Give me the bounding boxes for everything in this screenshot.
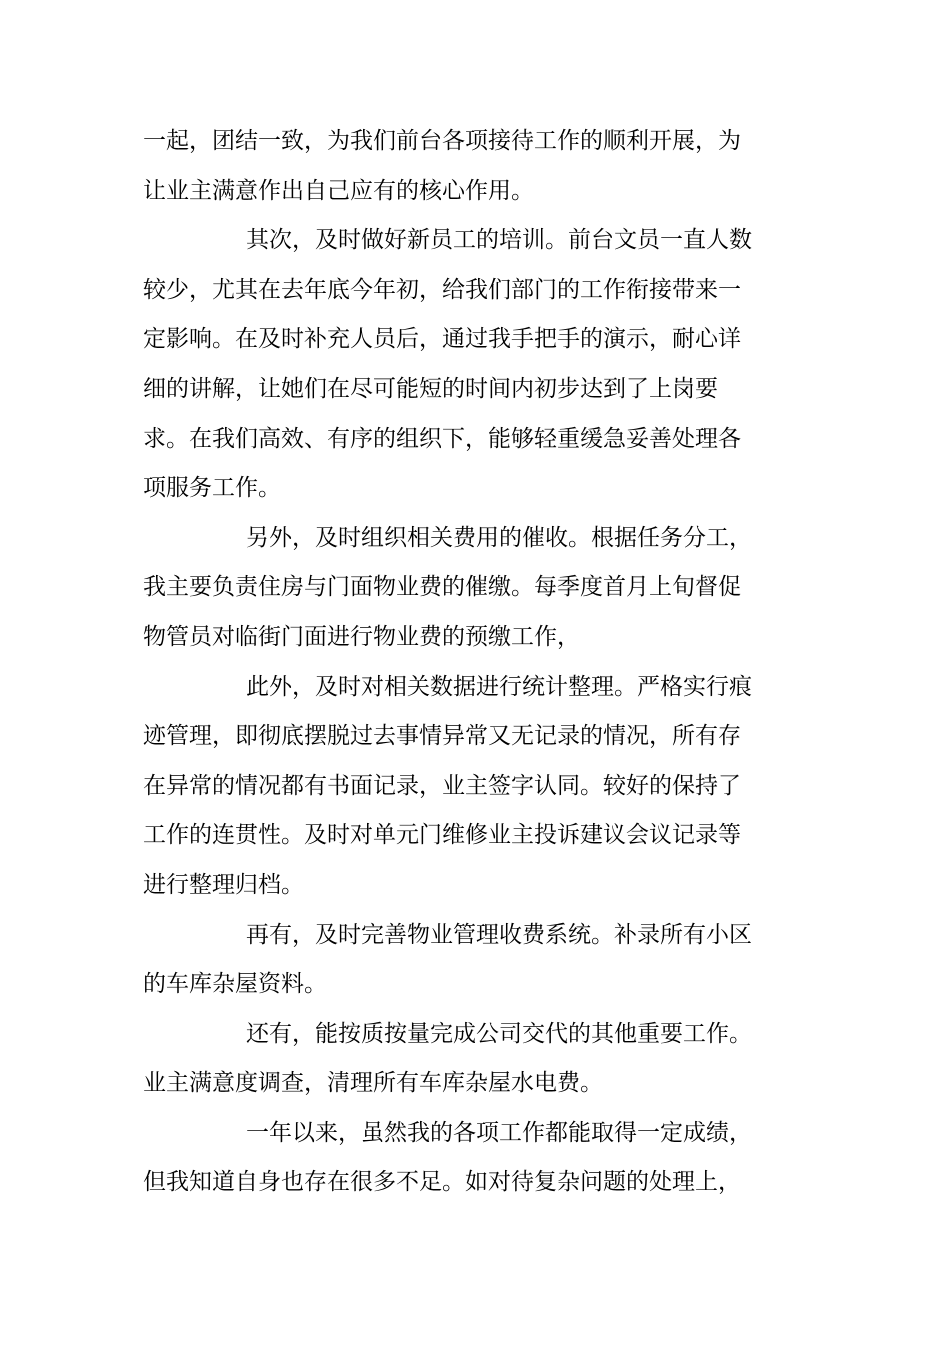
paragraph-other-work bbox=[143, 1010, 753, 1109]
text-line: 一起，团结一致，为我们前台各项接待工作的顺利开展，为 bbox=[143, 128, 741, 154]
text-line: 在异常的情况都有书面记录，业主签字认同。较好的保持了 bbox=[143, 772, 741, 799]
text-line: 另外，及时组织相关费用的催收。根据任务分工， bbox=[246, 524, 752, 551]
paragraph-data-statistics bbox=[143, 663, 753, 911]
paragraph-training bbox=[143, 216, 753, 514]
text-line: 让业主满意作出自己应有的核心作用。 bbox=[143, 177, 534, 204]
text-line: 其次，及时做好新员工的培训。前台文员一直人数 bbox=[246, 227, 752, 254]
text-line: 物管员对临街门面进行物业费的预缴工作， bbox=[143, 623, 580, 650]
text-line: 再有，及时完善物业管理收费系统。补录所有小区 bbox=[246, 921, 752, 948]
text-line: 求。在我们高效、有序的组织下，能够轻重缓急妥善处理各 bbox=[143, 425, 741, 452]
text-line: 我主要负责住房与门面物业费的催缴。每季度首月上旬督促 bbox=[143, 574, 741, 601]
text-line: 定影响。在及时补充人员后，通过我手把手的演示，耐心详 bbox=[143, 326, 741, 353]
text-line: 一年以来，虽然我的各项工作都能取得一定成绩， bbox=[246, 1119, 752, 1146]
paragraph-continuation bbox=[143, 117, 753, 216]
text-line: 业主满意度调查，清理所有车库杂屋水电费。 bbox=[143, 1070, 603, 1097]
text-line: 还有，能按质按量完成公司交代的其他重要工作。 bbox=[246, 1020, 752, 1047]
text-line: 但我知道自身也存在很多不足。如对待复杂问题的处理上， bbox=[143, 1169, 741, 1196]
text-line: 较少，尤其在去年底今年初，给我们部门的工作衔接带来一 bbox=[143, 276, 741, 303]
text-line: 此外，及时对相关数据进行统计整理。严格实行痕 bbox=[246, 673, 752, 700]
paragraph-summary bbox=[143, 1109, 753, 1208]
text-line: 进行整理归档。 bbox=[143, 871, 304, 898]
text-line: 细的讲解，让她们在尽可能短的时间内初步达到了上岗要 bbox=[143, 375, 718, 402]
document-body bbox=[143, 117, 753, 1208]
text-line: 的车库杂屋资料。 bbox=[143, 971, 327, 998]
text-line: 工作的连贯性。及时对单元门维修业主投诉建议会议记录等 bbox=[143, 822, 741, 849]
paragraph-fee-collection bbox=[143, 514, 753, 663]
text-line: 迹管理，即彻底摆脱过去事情异常又无记录的情况，所有存 bbox=[143, 723, 741, 750]
text-line: 项服务工作。 bbox=[143, 475, 281, 502]
paragraph-billing-system bbox=[143, 911, 753, 1010]
